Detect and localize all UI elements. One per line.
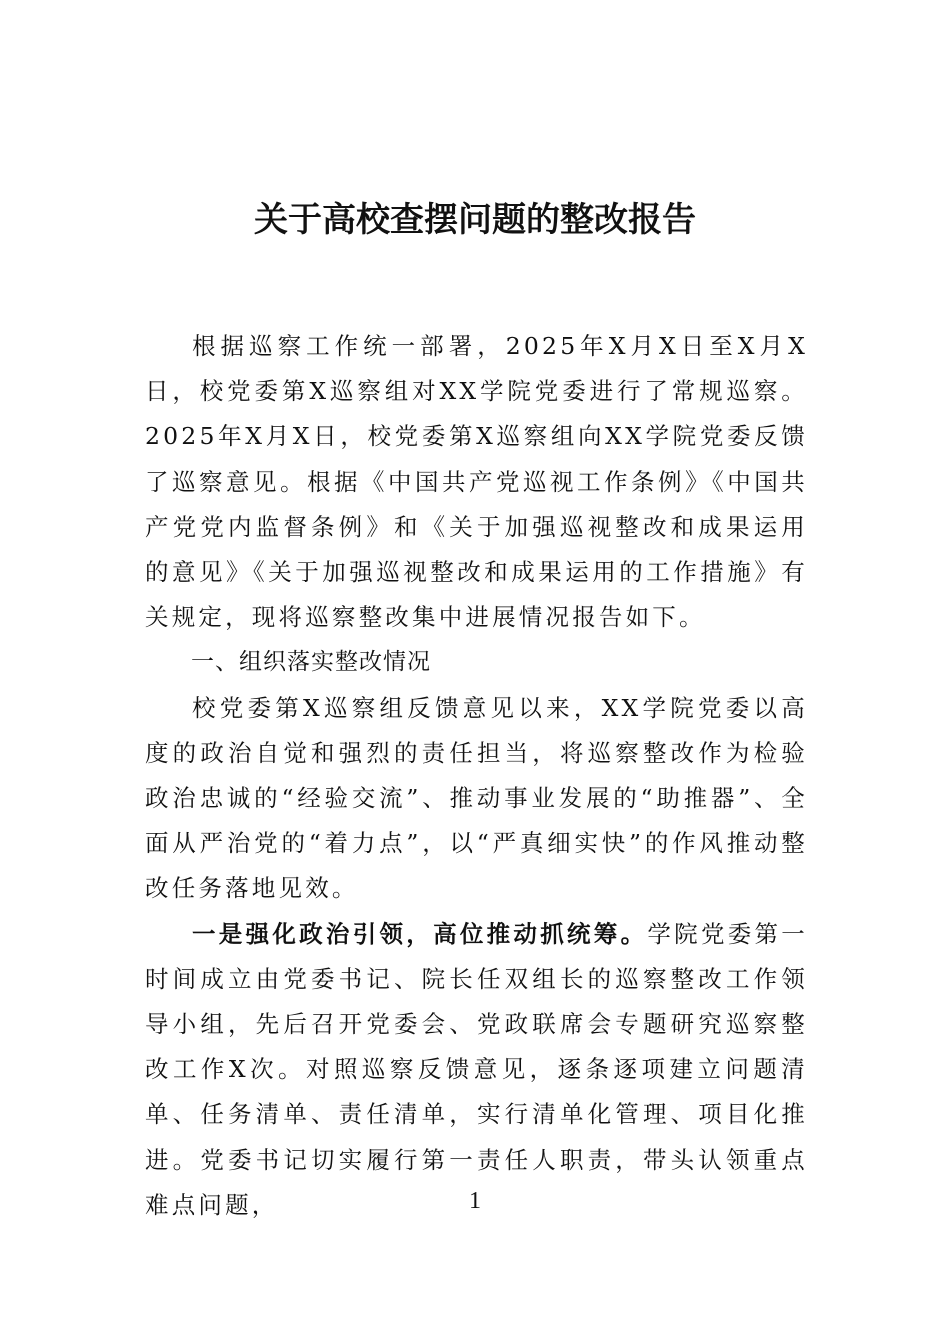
paragraph-intro: 根据巡察工作统一部署，2025年X月X日至X月X日，校党委第X巡察组对XX学院党委进行了常规巡察。2025年X月X日，校党委第X巡察组向XX学院党委反馈了巡察意见。根据《中国共产党巡视工作条例》《中国共产党党内监督条例》和《关于加强巡视整改和成果运用的意见》《关于加强巡视整改和成果运用的工作措施》有关规定，现将巡察整改集中进展情况报告如下。: [145, 332, 808, 632]
paragraph-body-text: 学院党委第一时间成立由党委书记、院长任双组长的巡察整改工作领导小组，先后召开党委会、党政联席会专题研究巡察整改工作X次。对照巡察反馈意见，逐条逐项建立问题清单、任务清单、责任清单，实行清单化管理、项目化推进。党委书记切实履行第一责任人职责，带头认领重点难点问题，: [145, 919, 809, 1219]
document-title: 关于高校查摆问题的整改报告: [254, 200, 696, 240]
paragraph-political-guidance: [145, 912, 808, 1228]
document-body: [145, 324, 808, 1228]
section-heading-1: 一、组织落实整改情况: [191, 649, 431, 676]
paragraph-organization: 校党委第X巡察组反馈意见以来，XX学院党委以高度的政治自觉和强烈的责任担当，将巡察整改作为检验政治忠诚的“经验交流”、推动事业发展的“助推器”、全面从严治党的“着力点”，以“严真细实快”的作风推动整改任务落地见效。: [145, 693, 808, 903]
page-number: 1: [469, 1188, 481, 1214]
paragraph-lead-text: 一是强化政治引领，高位推动抓统筹。: [192, 919, 648, 948]
